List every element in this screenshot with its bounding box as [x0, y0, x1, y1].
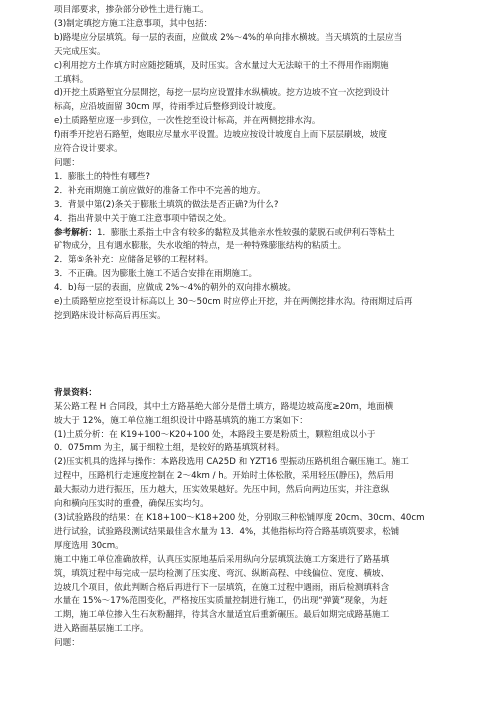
text-line: 1．膨胀土的特性有哪些? — [54, 171, 150, 182]
text-line: 问题： — [54, 638, 80, 649]
text-line: 工期，施工单位掺入生石灰粉翻拌，待其含水量适宜后重新碾压。最后如期完成路基施工 — [54, 610, 390, 621]
text-line: 2．补充雨期施工前应做好的准备工作中不完善的地方。 — [54, 185, 266, 196]
answer-text-line: 矿物成分，且有遇水膨胀，失水收缩的特点，是一种特殊膨胀结构的粘质土。 — [54, 241, 347, 252]
text-line: f)雨季开挖岩石路堑，炮眼应尽量水平设置。边坡应按设计坡度自上而下层层刷坡，坡度 — [54, 130, 387, 141]
text-line: 过程中，压路机行走速度控制在 2～4km / h。开始时土体松散，采用轻压(静压)，然后用 — [54, 471, 394, 482]
text-line: 0．075mm 为主，属于细粒土组，是较好的路基填筑材料。 — [54, 443, 285, 454]
text-line: 施工中施工单位准确放样，认真压实原地基后采用纵向分层填筑法施工方案进行了路基填 — [54, 554, 390, 565]
text-line: 水量在 15%～17%范围变化，严格按压实质量控制进行施工，仍出现“弹簧”现象，为赶 — [54, 596, 388, 607]
text-line: 进入路面基层施工工序。 — [54, 624, 149, 635]
text-line: 筑，填筑过程中每完成一层均检测了压实度、弯沉、纵断高程、中线偏位、宽度、横坡、 — [54, 568, 390, 579]
section-construction-notes — [54, 4, 452, 227]
text-line: (2)压实机具的选择与操作：本路段选用 CA25D 和 YZT16 型振动压路机组合碾压施工。施工 — [54, 457, 409, 468]
text-line: 工填料。 — [54, 74, 89, 85]
text-line: 问题： — [54, 157, 80, 168]
text-line: c)利用挖方土作填方时应随挖随填，及时压实。含水量过大无法晾干的土不得用作雨期施 — [54, 60, 389, 71]
text-line: 标高，应沿坡面留 30cm 厚，待雨季过后整修到设计坡度。 — [54, 102, 282, 113]
text-line: b)路堤应分层填筑。每一层的表面，应做成 2%～4%的单向排水横坡。当天填筑的土层应当 — [54, 32, 403, 43]
answer-lines — [54, 240, 452, 323]
text-line: 边坡几个项目，依此判断合格后再进行下一层填筑，在施工过程中遇雨，雨后检测填料含 — [54, 582, 390, 593]
answer-label: 参考解析： — [54, 227, 97, 238]
answer-line — [54, 227, 452, 241]
text-line: (1)土质分析：在 K19+100～K20+100 处，本路段主要是粉质土，颗粒组成以小于 — [54, 429, 376, 440]
text-line: 某公路工程 H 合同段，其中土方路基绝大部分是借土填方，路堤边坡高度≥20m，地面横 — [54, 401, 394, 412]
answer-text-line: 2．第⑤条补充：应储备足够的工程材料。 — [54, 255, 214, 266]
section-background — [54, 401, 452, 651]
text-line: 项目部要求，掺杂部分砂性土进行施工。 — [54, 5, 209, 15]
text-line: (3)制定填挖方施工注意事项，其中包括： — [54, 18, 213, 29]
text-line: (3)试验路段的结果：在 K18+100～K18+200 处，分别取三种松铺厚度 20cm、30cm、40cm — [54, 513, 425, 523]
answer-text-line: 挖到路床设计标高后再压实。 — [54, 310, 166, 321]
text-line: 坡大于 12%，施工单位施工组织设计中路基填筑的施工方案如下： — [54, 415, 308, 426]
text-line: 3．背景中第(2)条关于膨胀土填筑的做法是否正确?为什么? — [54, 199, 279, 210]
text-line: 应符合设计要求。 — [54, 144, 123, 155]
text-line: 厚度选用 30cm。 — [54, 540, 124, 551]
answer-text-line: 3．不正确。因为膨胀土施工不适合安排在雨期施工。 — [54, 269, 258, 280]
text-line: 最大振动力进行振压，压力越大，压实效果越好。先压中间，然后向两边压实，并注意纵 — [54, 485, 390, 496]
text-line: 4．指出背景中关于施工注意事项中错误之处。 — [54, 213, 232, 224]
text-line: 天完成压实。 — [54, 46, 106, 57]
answer-text-line: 4．b)每一层的表面，应做成 2%～4%的朝外的双向排水横坡。 — [54, 283, 296, 294]
text-line: 进行试验，试验路段测试结果最佳含水量为 13．4%，其他指标均符合路基填筑要求，松铺 — [54, 526, 400, 537]
text-line: d)开挖土质路堑宜分层開挖，每挖一层均应设置排水纵横坡。挖方边坡不宜一次挖到设计 — [54, 88, 390, 99]
answer-text: 1．膨胀土系指土中含有较多的黏粒及其他亲水性较强的蒙脱石或伊利石等粘土 — [96, 227, 395, 238]
text-line: e)土质路堑应逐一步到位，一次性挖至设计标高，并在两侧挖排水沟。 — [54, 116, 321, 127]
text-line: 向和横向压实时的重叠，确保压实均匀。 — [54, 499, 209, 510]
section-gap — [54, 324, 452, 387]
answer-text-line: e)土质路堑应挖至设计标高以上 30～50cm 时应停止开挖，并在两侧挖排水沟。待雨期过后再 — [54, 297, 413, 308]
background-heading: 背景资料： — [54, 387, 97, 398]
